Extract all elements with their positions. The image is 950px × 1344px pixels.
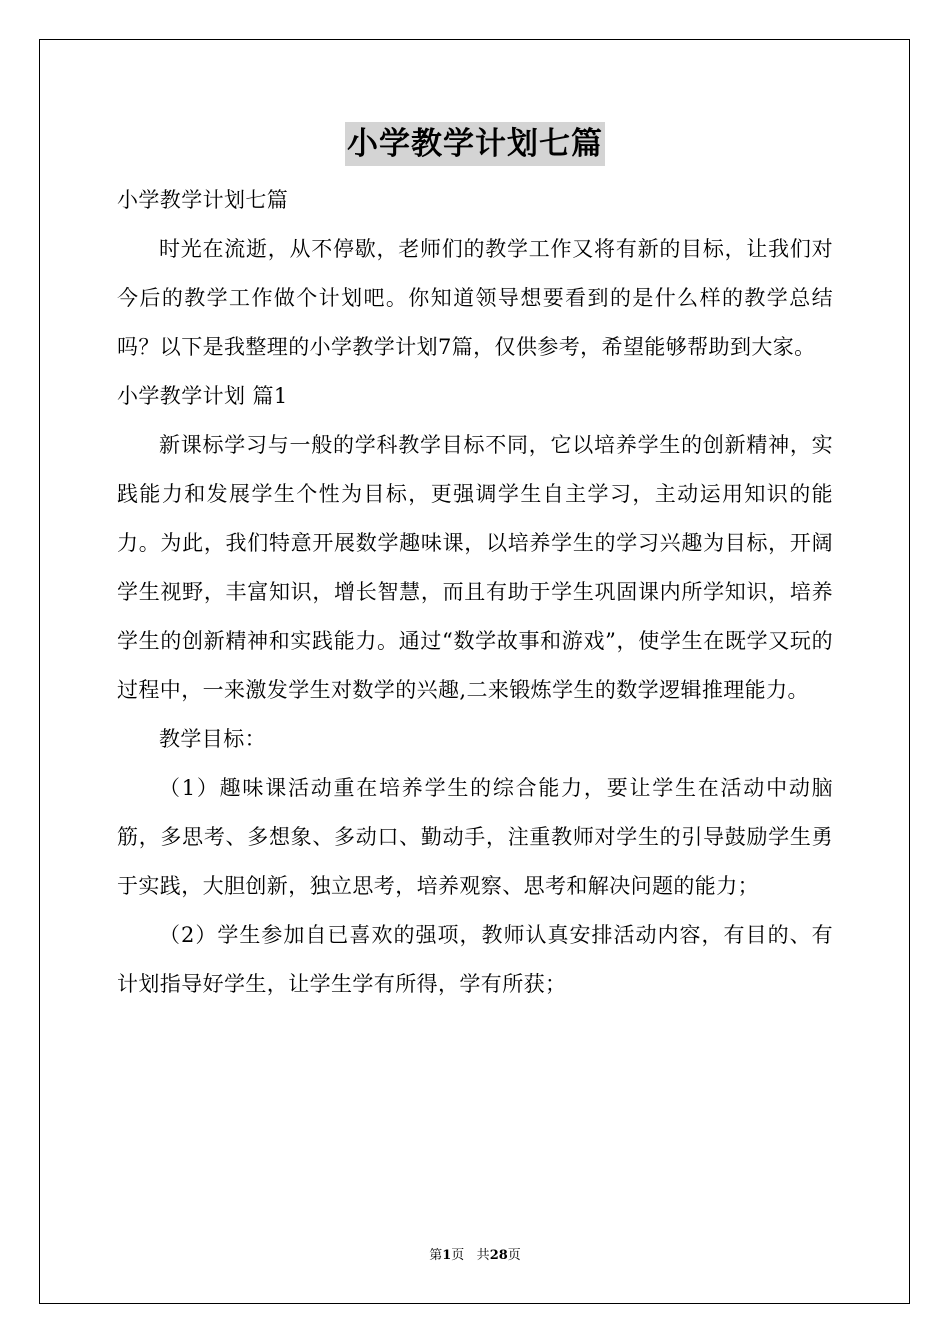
objectives-label: 教学目标： — [159, 727, 266, 751]
document-title: 小学教学计划七篇 — [345, 122, 605, 166]
section-heading: 小学教学计划 篇1 — [117, 384, 288, 408]
total-pages: 28 — [489, 1248, 508, 1263]
title-container — [0, 122, 950, 166]
page-footer — [0, 1246, 950, 1266]
total-prefix: 共 — [476, 1248, 490, 1263]
objective-item-1: （1）趣味课活动重在培养学生的综合能力，要让学生在活动中动脑筋，多思考、多想象、多动口、勤动手，注重教师对学生的引导鼓励学生勇于实践，大胆创新，独立思考，培养观察、思考和解决问题的能力； — [117, 776, 833, 898]
document-body — [117, 176, 833, 1009]
page-suffix: 页 — [451, 1248, 465, 1263]
intro-paragraph: 时光在流逝，从不停歇，老师们的教学工作又将有新的目标，让我们对今后的教学工作做个计划吧。你知道领导想要看到的是什么样的教学总结吗？以下是我整理的小学教学计划7篇，仅供参考，希望能够帮助到大家。 — [117, 237, 833, 359]
body-paragraph: 新课标学习与一般的学科教学目标不同，它以培养学生的创新精神，实践能力和发展学生个性为目标，更强调学生自主学习，主动运用知识的能力。为此，我们特意开展数学趣味课，以培养学生的学习兴趣为目标，开阔学生视野，丰富知识，增长智慧，而且有助于学生巩固课内所学知识，培养学生的创新精神和实践能力。通过“数学故事和游戏”，使学生在既学又玩的过程中，一来激发学生对数学的兴趣,二来锻炼学生的数学逻辑推理能力。 — [117, 433, 833, 702]
total-suffix: 页 — [507, 1248, 521, 1263]
objective-item-2: （2）学生参加自已喜欢的强项，教师认真安排活动内容，有目的、有计划指导好学生，让学生学有所得，学有所获； — [117, 923, 833, 996]
page-prefix: 第 — [429, 1248, 443, 1263]
subtitle-paragraph: 小学教学计划七篇 — [117, 188, 289, 212]
page-number: 1 — [442, 1248, 452, 1263]
